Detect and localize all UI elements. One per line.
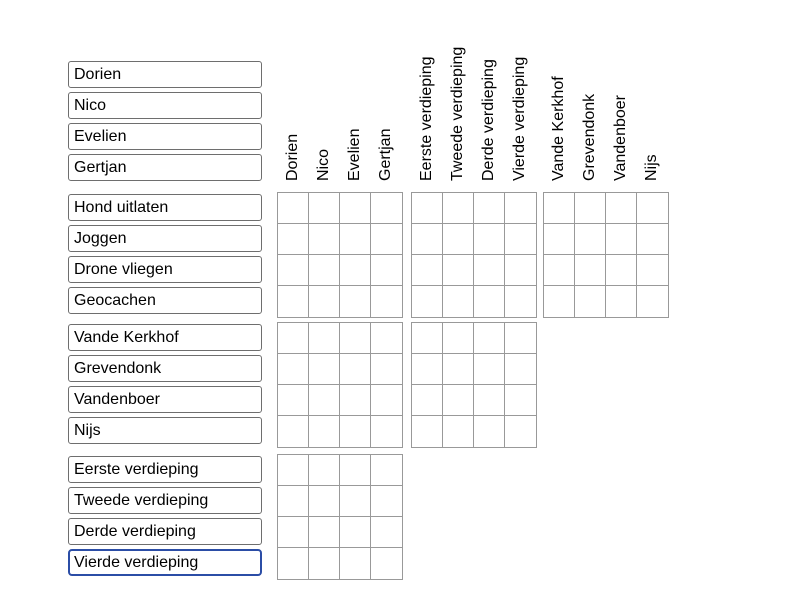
grid-cell[interactable]	[278, 193, 309, 224]
grid-cell[interactable]	[412, 385, 443, 416]
grid-cell[interactable]	[340, 416, 371, 447]
grid-cell[interactable]	[443, 354, 474, 385]
grid-cell[interactable]	[278, 323, 309, 354]
label-input-focused[interactable]	[68, 549, 262, 576]
column-header: Grevendonk	[581, 93, 598, 181]
grid-cell[interactable]	[340, 385, 371, 416]
grid-block-activities-surnames	[543, 192, 669, 318]
grid-cell[interactable]	[309, 286, 340, 317]
grid-cell[interactable]	[474, 323, 505, 354]
grid-cell[interactable]	[606, 286, 637, 317]
grid-cell[interactable]	[278, 486, 309, 517]
grid-cell[interactable]	[474, 224, 505, 255]
grid-cell[interactable]	[505, 416, 536, 447]
label-input[interactable]	[68, 417, 262, 444]
grid-cell[interactable]	[474, 354, 505, 385]
grid-cell[interactable]	[340, 224, 371, 255]
label-input[interactable]	[68, 256, 262, 283]
grid-cell[interactable]	[371, 548, 402, 579]
column-header: Tweede verdieping	[449, 46, 466, 181]
grid-cell[interactable]	[606, 255, 637, 286]
column-header: Vandenboer	[612, 95, 629, 181]
grid-cell[interactable]	[309, 255, 340, 286]
label-input[interactable]	[68, 194, 262, 221]
grid-cell[interactable]	[474, 255, 505, 286]
grid-cell[interactable]	[637, 286, 668, 317]
grid-cell[interactable]	[443, 224, 474, 255]
grid-cell[interactable]	[340, 193, 371, 224]
grid-cell[interactable]	[371, 517, 402, 548]
grid-cell[interactable]	[340, 455, 371, 486]
grid-cell[interactable]	[278, 548, 309, 579]
grid-cell[interactable]	[505, 354, 536, 385]
grid-cell[interactable]	[474, 385, 505, 416]
grid-cell[interactable]	[278, 517, 309, 548]
grid-cell[interactable]	[474, 193, 505, 224]
label-input[interactable]	[68, 518, 262, 545]
grid-cell[interactable]	[606, 224, 637, 255]
label-input[interactable]	[68, 92, 262, 119]
grid-cell[interactable]	[278, 286, 309, 317]
grid-cell[interactable]	[505, 385, 536, 416]
label-input[interactable]	[68, 456, 262, 483]
column-header: Gertjan	[377, 128, 394, 181]
grid-cell[interactable]	[371, 224, 402, 255]
grid-cell[interactable]	[278, 354, 309, 385]
grid-cell[interactable]	[412, 323, 443, 354]
grid-cell[interactable]	[637, 255, 668, 286]
grid-cell[interactable]	[309, 416, 340, 447]
grid-cell[interactable]	[443, 286, 474, 317]
grid-cell[interactable]	[371, 385, 402, 416]
column-header: Dorien	[284, 133, 301, 181]
grid-cell[interactable]	[544, 193, 575, 224]
grid-cell[interactable]	[443, 193, 474, 224]
grid-cell[interactable]	[278, 416, 309, 447]
label-input[interactable]	[68, 61, 262, 88]
grid-cell[interactable]	[412, 193, 443, 224]
grid-cell[interactable]	[309, 517, 340, 548]
grid-cell[interactable]	[309, 224, 340, 255]
column-header: Eerste verdieping	[418, 56, 435, 181]
grid-cell[interactable]	[340, 517, 371, 548]
grid-cell[interactable]	[371, 323, 402, 354]
grid-cell[interactable]	[340, 548, 371, 579]
grid-cell[interactable]	[278, 224, 309, 255]
grid-cell[interactable]	[340, 286, 371, 317]
label-input[interactable]	[68, 386, 262, 413]
grid-cell[interactable]	[371, 416, 402, 447]
grid-cell[interactable]	[278, 385, 309, 416]
grid-cell[interactable]	[371, 193, 402, 224]
grid-cell[interactable]	[575, 255, 606, 286]
grid-cell[interactable]	[412, 354, 443, 385]
grid-cell[interactable]	[505, 286, 536, 317]
grid-cell[interactable]	[340, 354, 371, 385]
grid-block-activities-names	[277, 192, 403, 318]
grid-cell[interactable]	[443, 323, 474, 354]
grid-cell[interactable]	[412, 416, 443, 447]
column-header: Derde verdieping	[480, 59, 497, 181]
grid-cell[interactable]	[575, 224, 606, 255]
grid-cell[interactable]	[443, 385, 474, 416]
grid-block-surnames-floors	[411, 322, 537, 448]
grid-cell[interactable]	[474, 286, 505, 317]
grid-cell[interactable]	[505, 255, 536, 286]
grid-cell[interactable]	[474, 416, 505, 447]
grid-cell[interactable]	[637, 224, 668, 255]
label-input[interactable]	[68, 154, 262, 181]
label-input[interactable]	[68, 225, 262, 252]
grid-cell[interactable]	[412, 286, 443, 317]
grid-cell[interactable]	[412, 224, 443, 255]
column-header: Nijs	[643, 154, 660, 181]
label-input[interactable]	[68, 287, 262, 314]
grid-cell[interactable]	[505, 224, 536, 255]
column-header: Nico	[315, 148, 332, 181]
grid-cell[interactable]	[340, 486, 371, 517]
grid-cell[interactable]	[340, 323, 371, 354]
grid-cell[interactable]	[412, 255, 443, 286]
label-input[interactable]	[68, 324, 262, 351]
grid-cell[interactable]	[309, 455, 340, 486]
grid-cell[interactable]	[371, 455, 402, 486]
grid-cell[interactable]	[309, 323, 340, 354]
grid-cell[interactable]	[606, 193, 637, 224]
grid-block-activities-floors	[411, 192, 537, 318]
grid-cell[interactable]	[309, 486, 340, 517]
label-input[interactable]	[68, 123, 262, 150]
grid-cell[interactable]	[505, 193, 536, 224]
column-header: Evelien	[346, 128, 363, 181]
column-header: Vierde verdieping	[511, 56, 528, 181]
column-header: Vande Kerkhof	[550, 76, 567, 181]
grid-block-surnames-names	[277, 322, 403, 448]
grid-cell[interactable]	[371, 354, 402, 385]
grid-cell[interactable]	[637, 193, 668, 224]
grid-cell[interactable]	[443, 255, 474, 286]
grid-cell[interactable]	[340, 255, 371, 286]
grid-cell[interactable]	[309, 354, 340, 385]
grid-cell[interactable]	[278, 455, 309, 486]
label-input[interactable]	[68, 355, 262, 382]
grid-cell[interactable]	[309, 193, 340, 224]
grid-cell[interactable]	[371, 486, 402, 517]
grid-cell[interactable]	[443, 416, 474, 447]
grid-cell[interactable]	[371, 286, 402, 317]
grid-cell[interactable]	[575, 193, 606, 224]
grid-cell[interactable]	[278, 255, 309, 286]
grid-cell[interactable]	[544, 224, 575, 255]
grid-block-floors-names	[277, 454, 403, 580]
grid-cell[interactable]	[371, 255, 402, 286]
grid-cell[interactable]	[544, 255, 575, 286]
grid-cell[interactable]	[505, 323, 536, 354]
grid-cell[interactable]	[575, 286, 606, 317]
grid-cell[interactable]	[544, 286, 575, 317]
grid-cell[interactable]	[309, 385, 340, 416]
label-input[interactable]	[68, 487, 262, 514]
grid-cell[interactable]	[309, 548, 340, 579]
